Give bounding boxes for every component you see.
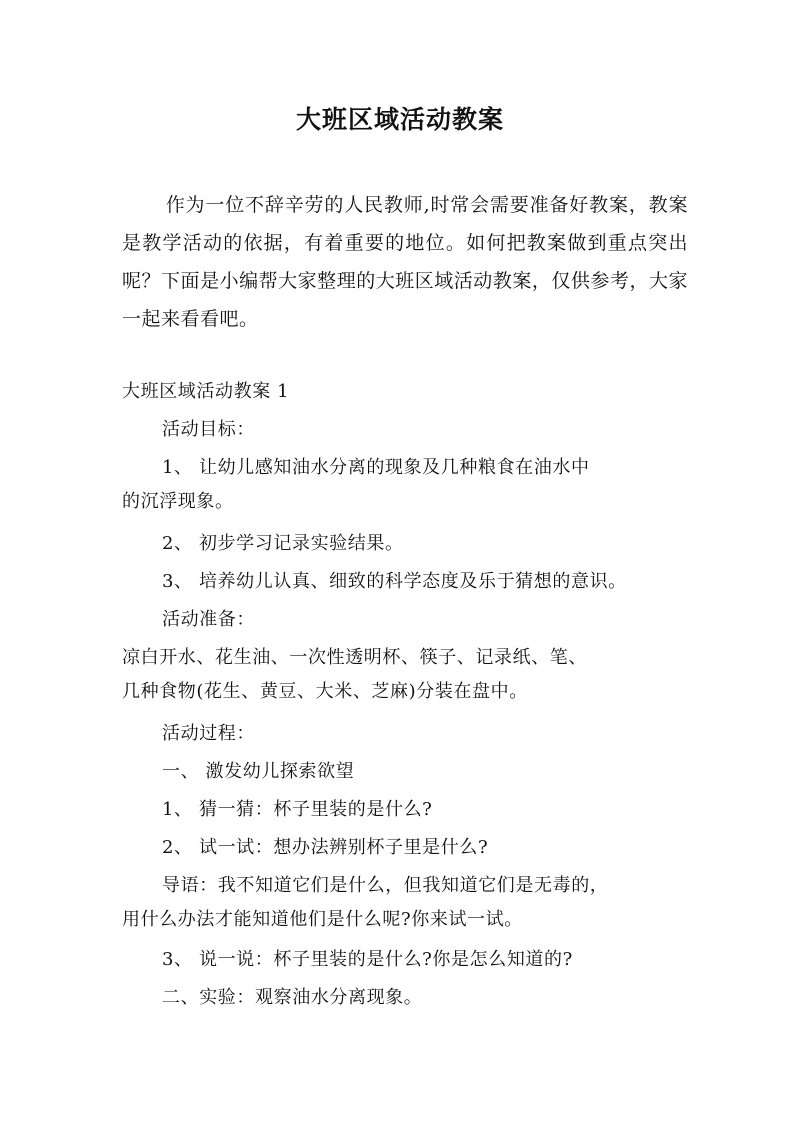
process-step-two: 二、实验：观察油水分离现象。	[162, 987, 423, 1008]
goal-item-1-continued: 的沉浮现象。	[122, 491, 234, 512]
prep-materials-continued: 几种食物(花生、黄豆、大米、芝麻)分装在盘中。	[122, 681, 528, 702]
intro-paragraph: 作为一位不辞辛劳的人民教师,时常会需要准备好教案，教案是教学活动的依据，有着重要的地位。如何把教案做到重点突出呢？下面是小编帮大家整理的大班区域活动教案，仅供参考，大家一起来看看吧。	[122, 194, 688, 330]
prep-materials: 凉白开水、花生油、一次性透明杯、筷子、记录纸、笔、	[122, 647, 587, 668]
process-heading: 活动过程：	[162, 723, 255, 744]
goal-heading: 活动目标：	[162, 419, 255, 440]
goal-item-3: 3、 培养幼儿认真、细致的科学态度及乐于猜想的意识。	[162, 571, 627, 592]
section-heading: 大班区域活动教案 1	[122, 381, 290, 402]
guide-text: 导语：我不知道它们是什么，但我知道它们是无毒的，	[162, 875, 609, 896]
document-title: 大班区域活动教案	[295, 105, 504, 134]
process-step-3: 3、 说一说：杯子里装的是什么?你是怎么知道的?	[162, 949, 573, 970]
goal-item-2: 2、 初步学习记录实验结果。	[162, 533, 404, 554]
process-step-2: 2、 试一试：想办法辨别杯子里是什么?	[162, 837, 489, 858]
prep-heading: 活动准备：	[162, 609, 255, 630]
guide-text-continued: 用什么办法才能知道他们是什么呢?你来试一试。	[122, 909, 523, 930]
goal-item-1: 1、 让幼儿感知油水分离的现象及几种粮食在油水中	[162, 457, 590, 478]
process-step-one: 一、 激发幼儿探索欲望	[162, 761, 355, 782]
process-step-1: 1、 猜一猜：杯子里装的是什么?	[162, 799, 433, 820]
